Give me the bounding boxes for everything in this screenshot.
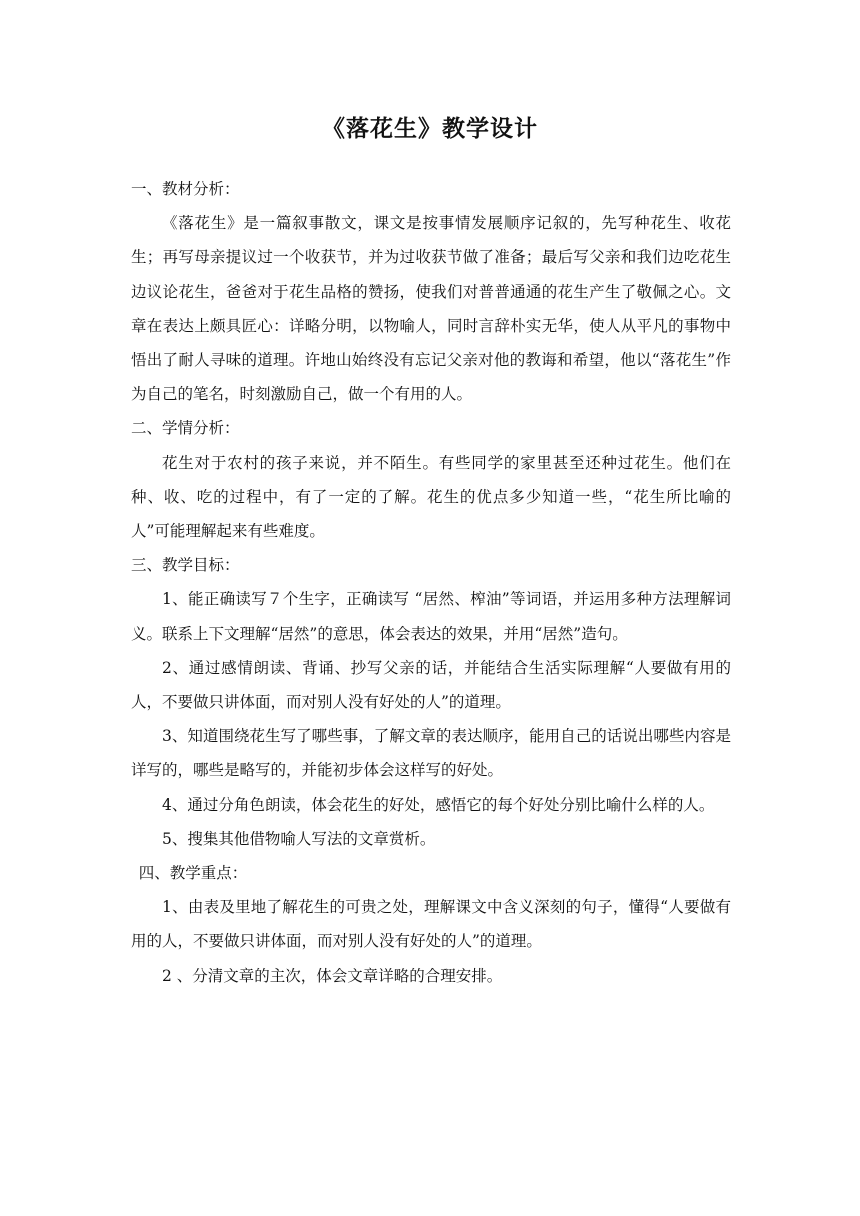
section-heading-analysis: 一、教材分析： bbox=[131, 180, 240, 198]
focus-item: 1、由表及里地了解花生的可贵之处，理解课文中含义深刻的句子，懂得“人要做有用的人，不要做只讲体面，而对别人没有好处的人”的道理。 bbox=[131, 898, 731, 951]
section-paragraph-analysis: 《落花生》是一篇叙事散文，课文是按事情发展顺序记叙的，先写种花生、收花生；再写母亲提议过一个收获节，并为过收获节做了准备；最后写父亲和我们边吃花生边议论花生，爸爸对于花生品格的赞扬，使我们对普普通通的花生产生了敬佩之心。文章在表达上颇具匠心：详略分明，以物喻人，同时言辞朴实无华，使人从平凡的事物中悟出了耐人寻味的道理。许地山始终没有忘记父亲对他的教诲和希望，他以“落花生”作为自己的笔名，时刻激励自己，做一个有用的人。 bbox=[131, 214, 731, 404]
goal-item: 1、能正确读写７个生字，正确读写 “居然、榨油”等词语，并运用多种方法理解词义。联系上下文理解“居然”的意思，体会表达的效果，并用“居然”造句。 bbox=[131, 590, 731, 643]
goal-item: 2、通过感情朗读、背诵、抄写父亲的话，并能结合生活实际理解“人要做有用的人，不要做只讲体面，而对别人没有好处的人”的道理。 bbox=[131, 658, 731, 712]
section-heading-goals: 三、教学目标： bbox=[131, 556, 240, 575]
goal-item: 4、通过分角色朗读，体会花生的好处，感悟它的每个好处分别比喻什么样的人。 bbox=[162, 795, 715, 814]
section-paragraph-student: 花生对于农村的孩子来说，并不陌生。有些同学的家里甚至还种过花生。他们在种、收、吃的过程中，有了一定的了解。花生的优点多少知道一些，“花生所比喻的人”可能理解起来有些难度。 bbox=[131, 453, 731, 541]
goal-item: 3、知道围绕花生写了哪些事，了解文章的表达顺序，能用自己的话说出哪些内容是详写的，哪些是略写的，并能初步体会这样写的好处。 bbox=[131, 727, 731, 780]
goal-item: 5、搜集其他借物喻人写法的文章赏析。 bbox=[162, 829, 436, 848]
document-body bbox=[131, 172, 731, 993]
section-heading-student: 二、学情分析： bbox=[131, 419, 240, 438]
document-title: 《落花生》教学设计 bbox=[322, 116, 538, 142]
focus-item: 2 、分清文章的主次，体会文章详略的合理安排。 bbox=[162, 966, 503, 985]
section-heading-focus: 四、教学重点： bbox=[138, 864, 248, 883]
